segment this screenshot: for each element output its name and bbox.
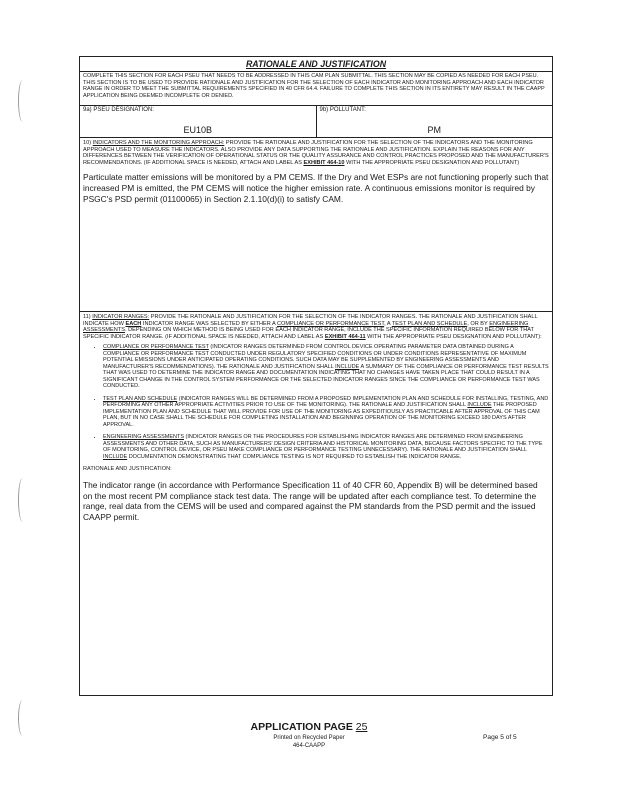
section-10-heading: INDICATORS AND THE MONITORING APPROACH:: [92, 140, 225, 146]
section-10-tail: WITH THE APPROPRIATE PSEU DESIGNATION AND POLLUTANT): [346, 159, 520, 166]
pseu-designation-cell[interactable]: [80, 106, 316, 137]
instructions: COMPLETE THIS SECTION FOR EACH PSEU THAT NEEDS TO BE ADDRESSED IN THIS CAM PLAN SUBMITTAL. THIS SECTION MAY BE COPIED AS NEEDED FOR EACH PSEU. THIS SECTION IS TO BE USED TO PROVIDE RATIONALE AND JUSTIFICATION FOR THE SELECTION OF EACH INDICATOR AND MONITORING APPROACH AND EACH INDICATOR RANGE IN ORDER TO MEET THE SUBMITTAL REQUIREMENTS SPECIFIED IN 40 CFR 64.4. FAILURE TO COMPLETE THIS SECTION IN ITS ENTIRETY MAY RESULT IN THE CAAPP APPLICATION BEING DEEMED INCOMPLETE OR DENIED.: [80, 72, 552, 106]
page-of-label: Page 5 of 5: [483, 734, 517, 741]
section-11-heading: INDICATOR RANGES:: [92, 314, 150, 320]
application-page-footer: [0, 721, 618, 733]
section-10-answer[interactable]: Particulate matter emissions will be monitored by a PM CEMS. If the Dry and Wet ESPs are not functioning properly such that increased PM is emitted, the PM CEMS will notice the higher emission rate. A continuous emissions monitor is required by PSGC's PSD permit (01100065) in Section 2.1.10(d)(i) to satisfy CAM.: [83, 172, 549, 204]
section-10: [80, 138, 552, 312]
list-item: [103, 434, 549, 460]
section-11-text-c: , A: [384, 320, 391, 327]
list-item: [103, 396, 549, 429]
section-11-text-e: . DEPENDING ON WHICH METHOD IS BEING USED FOR EACH INDICATOR RANGE, INCLUDE THE SPECIFIC INFORMATION REQUIRED BELOW FOR THAT SPECIFIC INDICATOR RANGE. (IF ADDITIONAL SPACE IS NEEDED, ATTACH AND LABEL AS: [83, 327, 534, 340]
section-11-text-a: PROVIDE THE RATIONALE AND JUSTIFICATION FOR THE SELECTION OF THE INDICATOR RANGES. THE RATIONALE AND JUSTIFICATION SHALL INDICATE HOW: [83, 314, 538, 327]
pseu-designation-value: EU10B: [183, 125, 213, 135]
bullet-heading: ENGINEERING ASSESSMENTS: [103, 434, 184, 441]
bullet-include: INCLUDE: [467, 402, 492, 409]
section-11-answer[interactable]: The indicator range (in accordance with Performance Specification 11 of 40 CFR 60, Appendix B) will be determined based on the most recent PM compliance stack test data. The range will be updated after each compliance test. To determine the range, real data from the CEMS will be used and compared against the PM standards from the PSD permit and the issued CAAPP permit.: [83, 479, 538, 522]
application-page-number: 25: [355, 721, 368, 733]
section-11-text-f: WITH THE APPROPRIATE PSEU DESIGNATION AND POLLUTANT):: [367, 333, 542, 340]
section-10-instructions: [83, 140, 549, 166]
bullet-tail: THE PROPOSED IMPLEMENTATION PLAN AND SCHEDULE THAT WILL PROVIDE FOR USE OF THE MONITORING AS EXPEDITIOUSLY AS PRACTICABLE AFTER APPROVAL OF THIS CAM PLAN, BUT IN NO CASE SHALL THE SCHEDULE FOR COMPLETING INSTALLATION AND BEGINNING OPERATION OF THE MONITORING EXCEED 180 DAYS AFTER APPROVAL.: [103, 402, 540, 428]
list-item: [103, 344, 549, 390]
method-list: [83, 344, 549, 460]
section-11-text-b: INDICATOR RANGE WAS SELECTED BY EITHER A: [142, 320, 276, 327]
section-11: [80, 312, 552, 524]
exhibit-464-10: EXHIBIT 464-10: [303, 159, 345, 166]
bullet-tail: DOCUMENTATION DEMONSTRATING THAT COMPLIANCE TESTING IS NOT REQUIRED TO ESTABLISH THE INDICATOR RANGE.: [128, 453, 462, 460]
bullet-heading: TEST PLAN AND SCHEDULE: [103, 395, 178, 402]
section-10-text: PROVIDE THE RATIONALE AND JUSTIFICATION FOR THE SELECTION OF THE INDICATORS AND THE MONITORING APPROACH USED TO MEASURE THE INDICATORS. ALSO PROVIDE ANY DATA SUPPORTING THE RATIONALE AND JUSTIFICATION. EXPLAIN THE REASONS FOR ANY DIFFERENCES BETWEEN THE VERIFICATION OF OPERATIONAL STATUS OR THE QUALITY ASSURANCE AND CONTROL PRACTICES PROPOSED AND THE MANUFACTURER'S RECOMMENDATIONS. (IF ADDITIONAL SPACE IS NEEDED, ATTACH AND LABEL AS: [83, 140, 549, 166]
pseu-row: [80, 106, 552, 138]
bullet-include: INCLUDE: [103, 453, 128, 460]
bullet-text: (INDICATOR RANGES DETERMINED FROM CONTROL DEVICE OPERATING PARAMETER DATA OBTAINED DURING A COMPLIANCE OR PERFORMANCE TEST CONDUCTED UNDER REGULATORY SPECIFIED CONDITIONS OR UNDER CONDITIONS REPRESENTATIVE OF MAXIMUM POTENTIAL EMISSIONS UNDER ANTICIPATED OPERATING CONDITIONS. SUCH DATA MAY BE SUPPLEMENTED BY ENGINEERING ASSESSMENTS AND MANUFACTURER'S RECOMMENDATIONS). THE RATIONALE AND JUSTIFICATION SHALL: [103, 344, 527, 370]
application-page-label: APPLICATION PAGE: [250, 721, 353, 733]
recycled-paper-note: Printed on Recycled Paper: [273, 735, 345, 741]
option-engineering: ENGINEERING ASSESSMENTS: [83, 320, 529, 334]
option-compliance-test: COMPLIANCE OR PERFORMANCE TEST: [277, 320, 385, 327]
exhibit-464-11: EXHIBIT 464-11: [324, 333, 366, 340]
section-10-number: 10): [83, 140, 92, 146]
bullet-include: INCLUDE: [335, 363, 360, 370]
bullet-text: (INDICATOR RANGES WILL BE DETERMINED FROM A PROPOSED IMPLEMENTATION PLAN AND SCHEDULE FOR INSTALLING, TESTING, AND PERFORMING ANY OTHER APPROPRIATE ACTIVITIES PRIOR TO USE OF THE MONITORING). THE RATIONALE AND JUSTIFICATION SHALL: [103, 395, 549, 409]
section-11-number: 11): [83, 314, 91, 320]
form-title: RATIONALE AND JUSTIFICATION: [80, 57, 552, 72]
section-11-instructions: [83, 314, 549, 340]
bullet-tail: A SUMMARY OF THE COMPLIANCE OR PERFORMANCE TEST RESULTS THAT WAS USED TO DETERMINE THE INDICATOR RANGE AND DOCUMENTATION INDICATING THAT NO CHANGES HAVE TAKEN PLACE THAT COULD RESULT IN A SIGNIFICANT CHANGE IN THE CONTROL SYSTEM PERFORMANCE OR THE SELECTED INDICATOR RANGES SINCE THE COMPLIANCE OR PERFORMANCE TEST WAS CONDUCTED.: [103, 363, 549, 390]
section-11-text-d: , OR BY: [467, 320, 488, 327]
bullet-heading: COMPLIANCE OR PERFORMANCE TEST: [103, 344, 209, 351]
bullet-text: (INDICATOR RANGES OR THE PROCEDURES FOR ESTABLISHING INDICATOR RANGES ARE DETERMINED FROM ENGINEERING ASSESSMENTS AND OTHER DATA, SUCH AS MANUFACTURERS' DESIGN CRITERIA AND HISTORICAL MONITORING DATA, BECAUSE FACTORS SPECIFIC TO THE TYPE OF MONITORING, CONTROL DEVICE, OR PSEU MAKE COMPLIANCE OR PERFORMANCE TESTING UNNECESSARY). THE RATIONALE AND JUSTIFICATION SHALL: [103, 434, 543, 454]
section-11-each: EACH: [125, 320, 142, 327]
pollutant-label: 9b) POLLUTANT:: [319, 107, 366, 113]
pollutant-cell[interactable]: [316, 106, 553, 137]
rationale-label: RATIONALE AND JUSTIFICATION:: [83, 466, 172, 473]
scan-margin-mark: [18, 478, 27, 522]
form-frame: [79, 56, 553, 696]
form-id: 464-CAAPP: [292, 743, 326, 749]
pollutant-value: PM: [427, 125, 441, 135]
scan-margin-mark: [18, 80, 27, 122]
pseu-designation-label: 9a) PSEU DESIGNATION:: [83, 107, 154, 113]
option-test-plan: TEST PLAN AND SCHEDULE: [391, 320, 468, 327]
